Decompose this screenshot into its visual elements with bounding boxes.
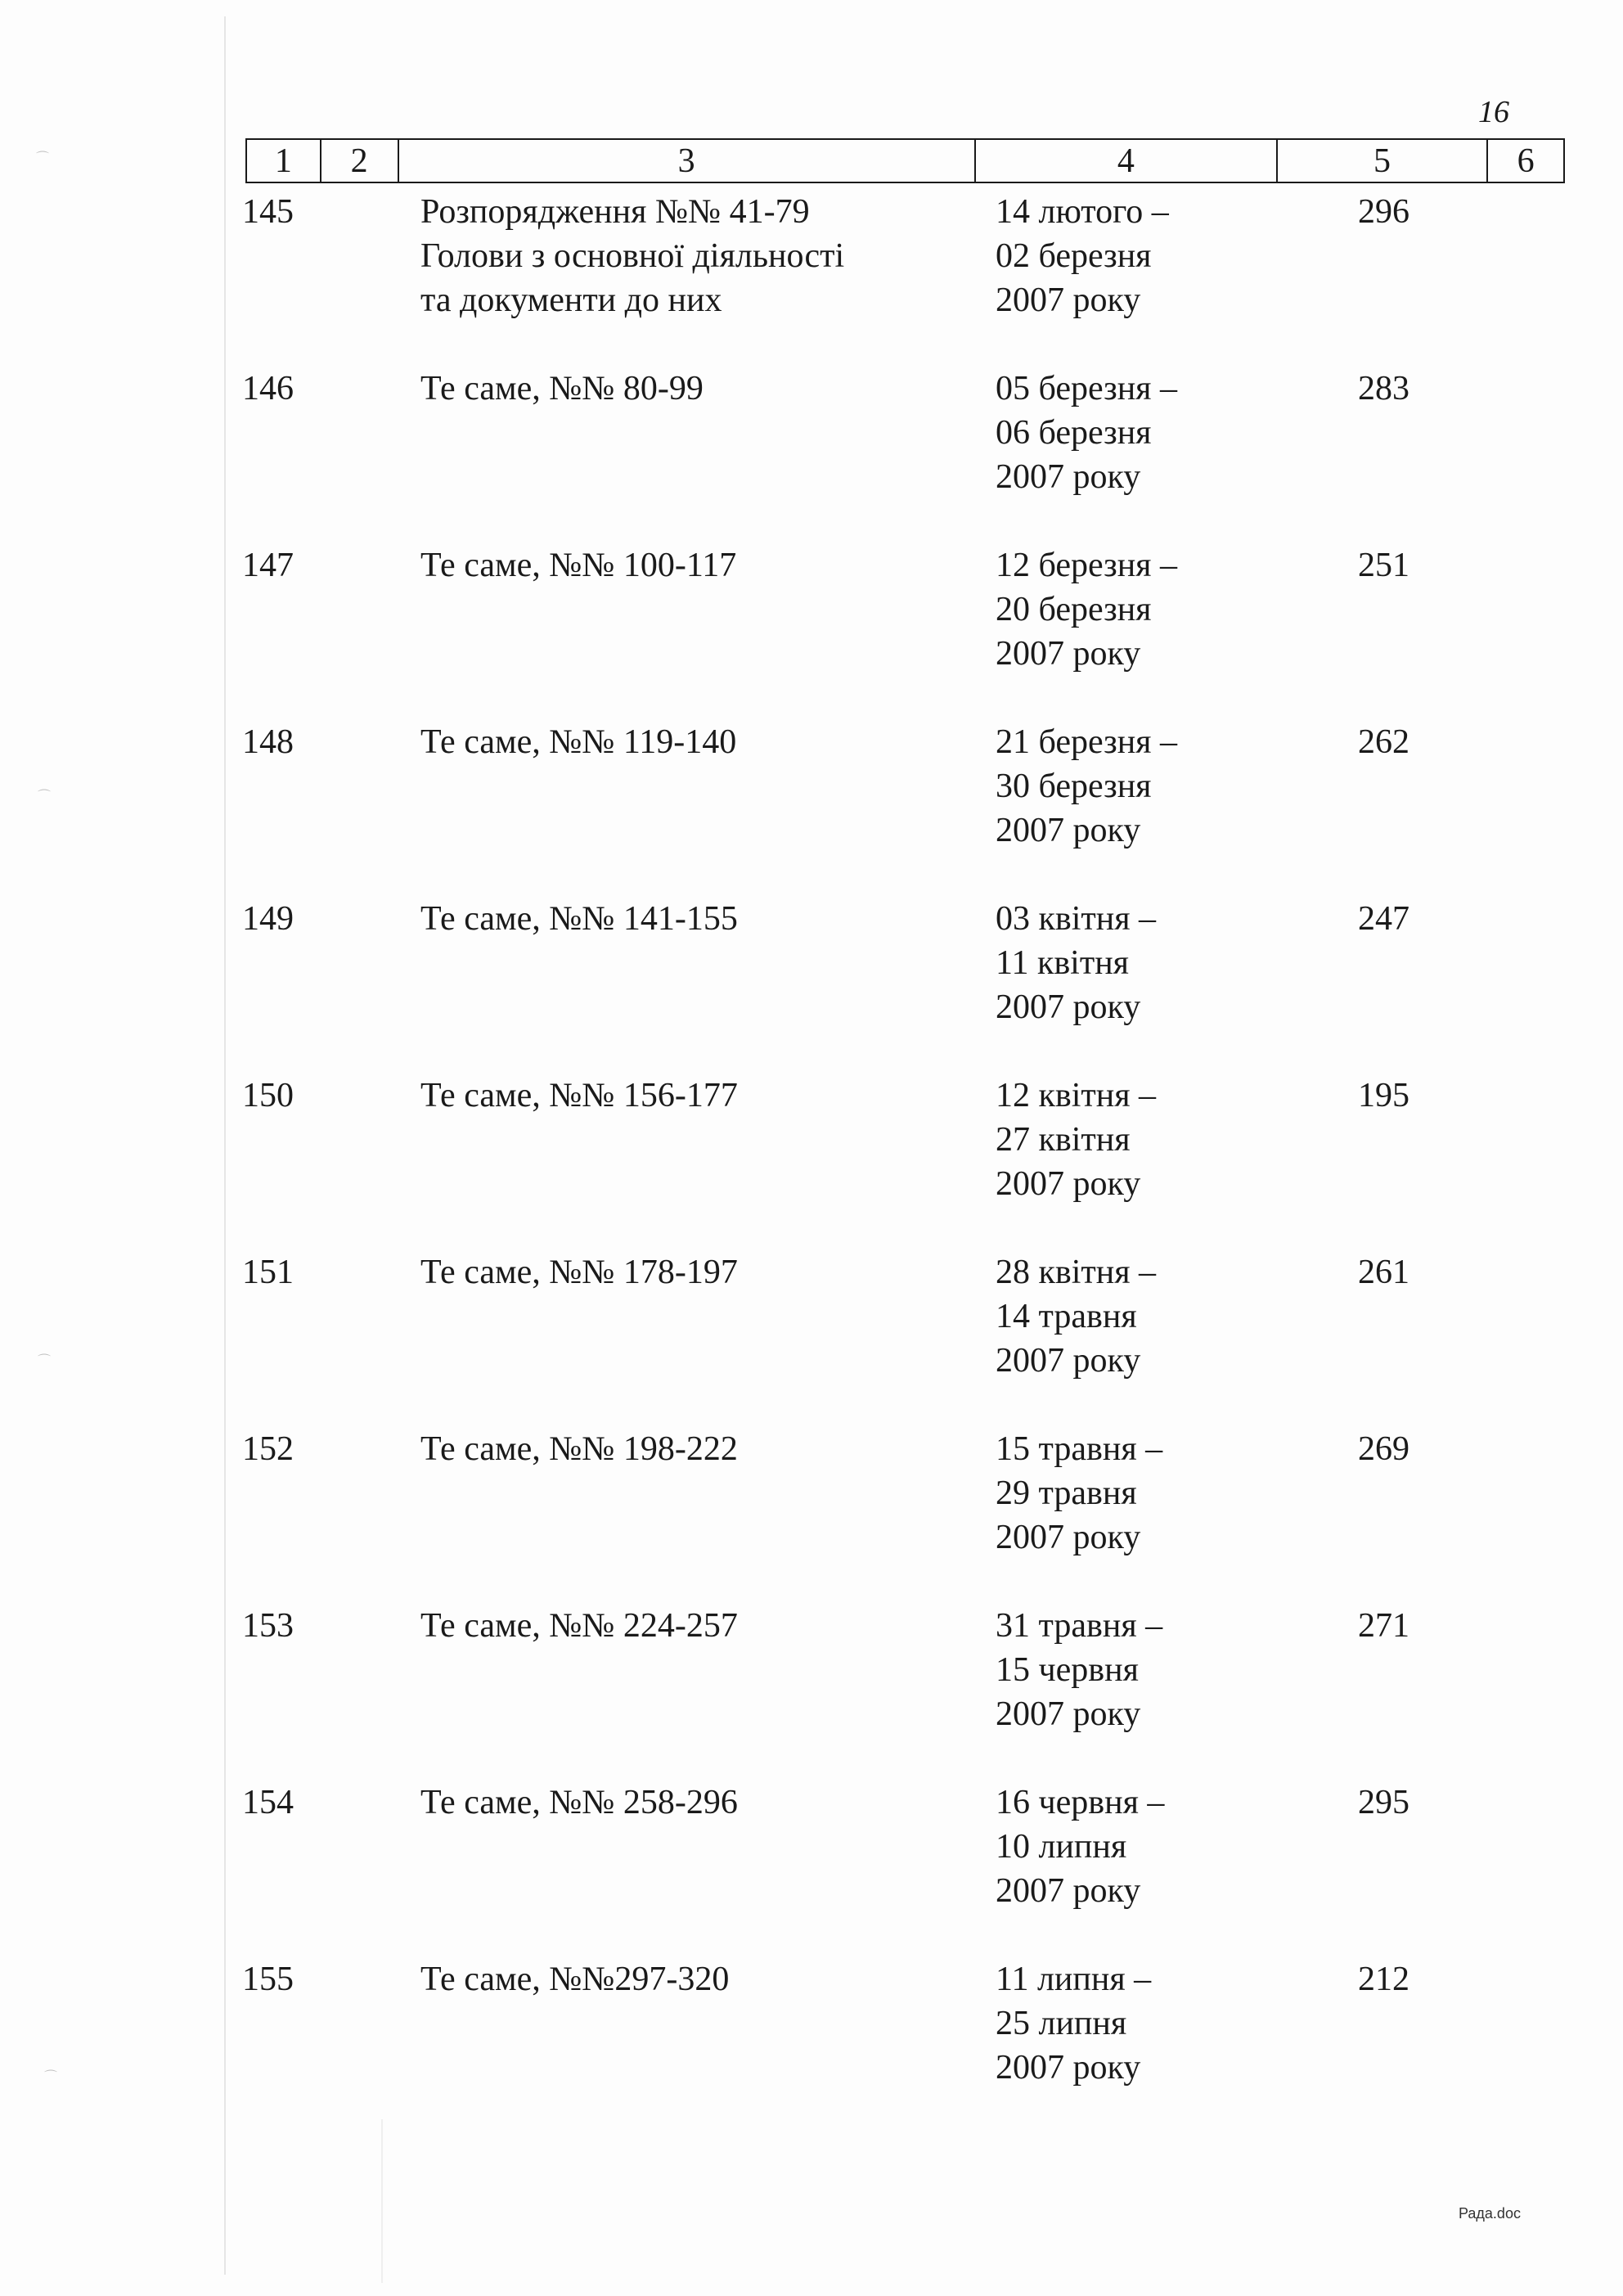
column-header-5: 5 <box>1278 140 1488 182</box>
date-line: 20 березня <box>996 591 1152 628</box>
description-line: Те саме, №№ 100-117 <box>420 547 737 584</box>
date-line: 31 травня – <box>996 1607 1163 1645</box>
date-line: 11 липня – <box>996 1961 1152 1998</box>
row-description <box>420 190 944 322</box>
row-sheet-count: 195 <box>1358 1077 1409 1114</box>
date-line: 10 липня <box>996 1828 1127 1866</box>
row-date-range <box>996 1957 1274 2090</box>
date-line: 29 травня <box>996 1474 1137 1512</box>
row-number: 147 <box>242 547 294 584</box>
date-line: 14 травня <box>996 1298 1137 1335</box>
scan-speck: ⌒ <box>38 790 52 804</box>
date-line: 27 квітня <box>996 1121 1131 1159</box>
table-body <box>0 190 1623 2134</box>
description-line: та документи до них <box>420 281 722 319</box>
date-line: 15 червня <box>996 1651 1139 1689</box>
date-line: 2007 року <box>996 1519 1141 1556</box>
description-line: Те саме, №№ 258-296 <box>420 1784 738 1821</box>
description-line: Голови з основної діяльності <box>420 237 845 275</box>
description-line: Розпорядження №№ 41-79 <box>420 193 810 231</box>
row-number: 153 <box>242 1607 294 1645</box>
row-sheet-count: 262 <box>1358 723 1409 761</box>
column-header-2: 2 <box>321 140 399 182</box>
date-line: 2007 року <box>996 1165 1141 1203</box>
scan-artifact-line <box>381 2119 383 2283</box>
date-line: 28 квітня – <box>996 1254 1157 1291</box>
description-line: Те саме, №№ 178-197 <box>420 1254 738 1291</box>
date-line: 2007 року <box>996 635 1141 673</box>
row-description <box>420 1427 944 1471</box>
date-line: 15 травня – <box>996 1430 1163 1468</box>
table-row <box>0 367 1623 543</box>
date-line: 2007 року <box>996 1342 1141 1380</box>
table-row <box>0 1957 1623 2134</box>
table-row <box>0 1074 1623 1250</box>
scan-speck: ⌒ <box>36 151 50 165</box>
row-description <box>420 1074 944 1118</box>
description-line: Те саме, №№297-320 <box>420 1961 730 1998</box>
row-date-range <box>996 1250 1274 1383</box>
row-sheet-count: 269 <box>1358 1430 1409 1468</box>
row-date-range <box>996 1074 1274 1206</box>
row-number: 154 <box>242 1784 294 1821</box>
row-number: 148 <box>242 723 294 761</box>
column-header-3: 3 <box>399 140 976 182</box>
row-sheet-count: 295 <box>1358 1784 1409 1821</box>
row-date-range <box>996 1781 1274 1913</box>
date-line: 25 липня <box>996 2005 1127 2042</box>
table-row <box>0 1427 1623 1604</box>
date-line: 14 лютого – <box>996 193 1169 231</box>
date-line: 03 квітня – <box>996 900 1157 938</box>
row-sheet-count: 271 <box>1358 1607 1409 1645</box>
table-row <box>0 1604 1623 1781</box>
scan-speck: ⌒ <box>38 1354 52 1368</box>
table-row <box>0 1781 1623 1957</box>
date-line: 2007 року <box>996 1872 1141 1910</box>
row-sheet-count: 251 <box>1358 547 1409 584</box>
row-sheet-count: 296 <box>1358 193 1409 231</box>
table-row <box>0 1250 1623 1427</box>
column-header-6: 6 <box>1517 142 1535 180</box>
row-description <box>420 1250 944 1294</box>
date-line: 12 березня – <box>996 547 1177 584</box>
row-date-range <box>996 543 1274 676</box>
row-sheet-count: 247 <box>1358 900 1409 938</box>
date-line: 16 червня – <box>996 1784 1165 1821</box>
row-date-range <box>996 367 1274 499</box>
table-row <box>0 720 1623 897</box>
row-description <box>420 367 944 411</box>
date-line: 21 березня – <box>996 723 1177 761</box>
column-header-4: 4 <box>976 140 1278 182</box>
date-line: 02 березня <box>996 237 1152 275</box>
row-description <box>420 1957 944 2001</box>
row-date-range <box>996 1604 1274 1736</box>
row-description <box>420 1781 944 1825</box>
row-description <box>420 1604 944 1648</box>
date-line: 2007 року <box>996 281 1141 319</box>
date-line: 05 березня – <box>996 370 1177 407</box>
row-sheet-count: 283 <box>1358 370 1409 407</box>
row-date-range <box>996 190 1274 322</box>
date-line: 11 квітня <box>996 944 1129 982</box>
row-number: 151 <box>242 1254 294 1291</box>
description-line: Те саме, №№ 156-177 <box>420 1077 738 1114</box>
description-line: Те саме, №№ 198-222 <box>420 1430 738 1468</box>
table-row <box>0 190 1623 367</box>
row-description <box>420 897 944 941</box>
row-date-range <box>996 897 1274 1029</box>
row-number: 146 <box>242 370 294 407</box>
table-row <box>0 543 1623 720</box>
row-date-range <box>996 1427 1274 1560</box>
footer-filename: Рада.doc <box>1459 2205 1521 2222</box>
table-row <box>0 897 1623 1074</box>
page-number: 16 <box>1478 95 1509 129</box>
row-date-range <box>996 720 1274 853</box>
description-line: Те саме, №№ 224-257 <box>420 1607 738 1645</box>
date-line: 2007 року <box>996 812 1141 849</box>
row-sheet-count: 261 <box>1358 1254 1409 1291</box>
date-line: 12 квітня – <box>996 1077 1157 1114</box>
date-line: 06 березня <box>996 414 1152 452</box>
scan-speck: ⌒ <box>44 2070 58 2084</box>
row-number: 155 <box>242 1961 294 1998</box>
row-description <box>420 720 944 764</box>
column-header-row <box>245 138 1565 183</box>
row-description <box>420 543 944 588</box>
description-line: Те саме, №№ 141-155 <box>420 900 738 938</box>
date-line: 30 березня <box>996 768 1152 805</box>
date-line: 2007 року <box>996 2049 1141 2087</box>
row-number: 149 <box>242 900 294 938</box>
description-line: Те саме, №№ 119-140 <box>420 723 737 761</box>
row-sheet-count: 212 <box>1358 1961 1409 1998</box>
column-header-1: 1 <box>247 140 321 182</box>
date-line: 2007 року <box>996 988 1141 1026</box>
date-line: 2007 року <box>996 458 1141 496</box>
row-number: 152 <box>242 1430 294 1468</box>
description-line: Те саме, №№ 80-99 <box>420 370 704 407</box>
row-number: 150 <box>242 1077 294 1114</box>
row-number: 145 <box>242 193 294 231</box>
date-line: 2007 року <box>996 1695 1141 1733</box>
